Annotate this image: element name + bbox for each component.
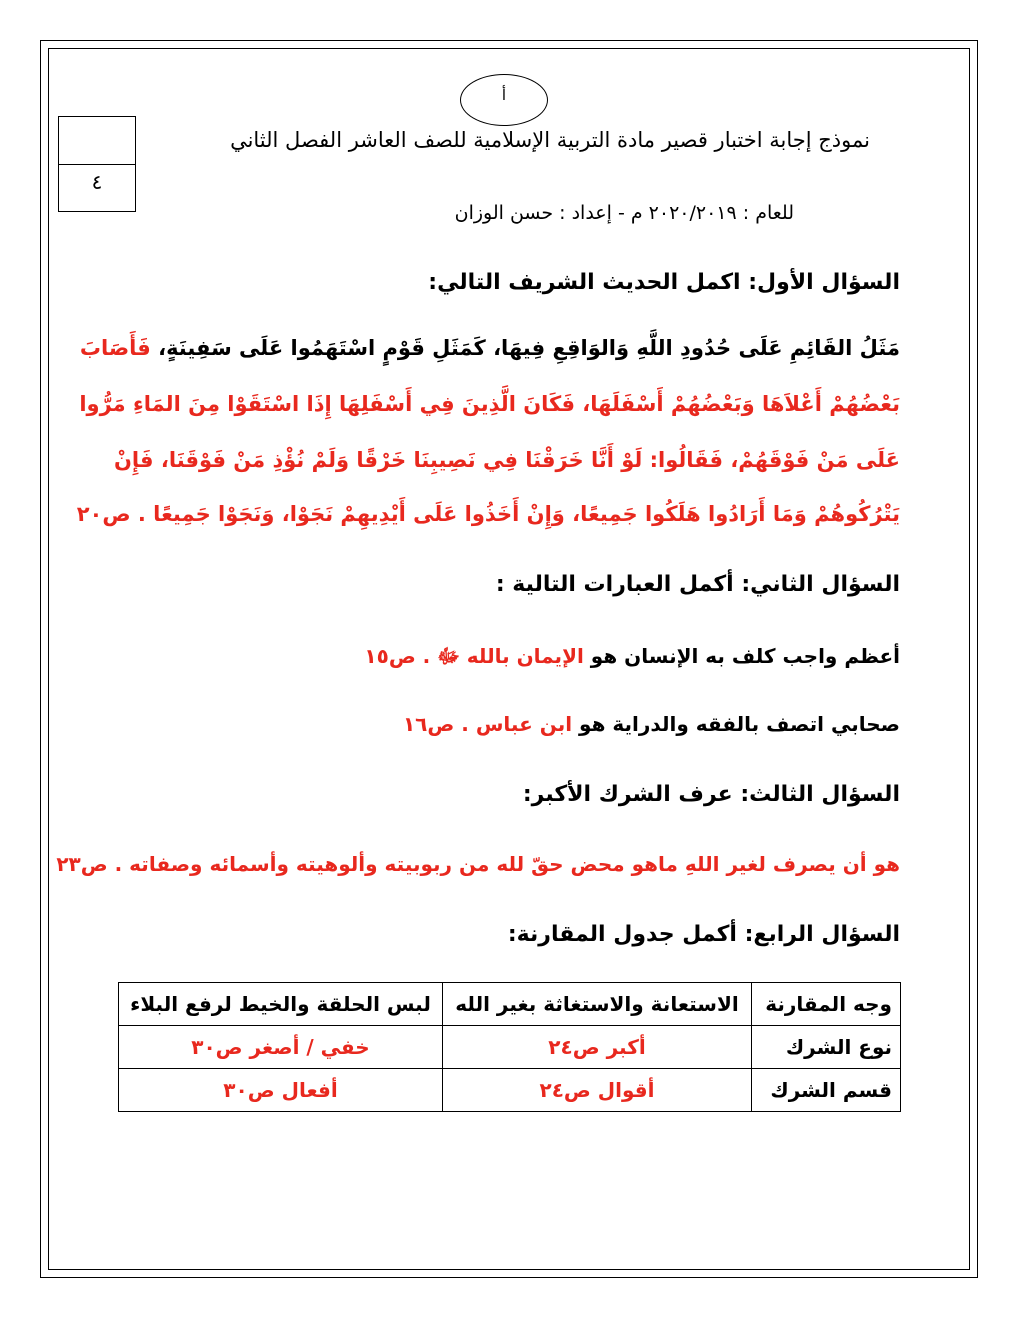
table-answer-cell: أكبر ص٢٤ xyxy=(443,1026,752,1069)
question-3-answer: هو أن يصرف لغير اللهِ ماهو محض حقّ لله من ربوبيته وألوهيته وأسمائه وصفاته . ص٢٣ xyxy=(56,852,900,876)
question-1-heading: السؤال الأول: اكمل الحديث الشريف التالي: xyxy=(428,270,900,295)
table-answer-cell: أقوال ص٢٤ xyxy=(443,1069,752,1112)
page-subtitle: للعام : ٢٠٢٠/٢٠١٩ م - إعداد : حسن الوزان xyxy=(454,202,794,224)
table-row-label: نوع الشرك xyxy=(752,1026,901,1069)
table-header-row xyxy=(119,983,901,1026)
table-row xyxy=(119,1069,901,1112)
table-row-label: قسم الشرك xyxy=(752,1069,901,1112)
table-header-cell: لبس الحلقة والخيط لرفع البلاء xyxy=(119,983,443,1026)
hadith-line-3: عَلَى مَنْ فَوْقَهُمْ، فَقَالُوا: لَوْ أَنَّا خَرَقْنَا فِي نَصِيبِنَا خَرْقًا وَلَمْ نُؤْذِ مَنْ فَوْقَنَا، فَإِنْ xyxy=(113,448,900,472)
question-3-heading: السؤال الثالث: عرف الشرك الأكبر: xyxy=(522,782,900,807)
hadith-line-4: يَتْرُكُوهُمْ وَمَا أَرَادُوا هَلَكُوا جَمِيعًا، وَإِنْ أَخَذُوا عَلَى أَيْدِيهِمْ نَجَوْا، وَنَجَوْا جَمِيعًا . ص٢٠ xyxy=(76,502,900,526)
hadith-line-2: بَعْضُهُمْ أَعْلاَهَا وَبَعْضُهُمْ أَسْفَلَهَا، فَكَانَ الَّذِينَ فِي أَسْفَلِهَا إِذَا اسْتَقَوْا مِنَ المَاءِ مَرُّوا xyxy=(79,392,900,416)
hadith-line-1 xyxy=(80,336,900,360)
version-label: أ xyxy=(501,86,507,104)
table-row xyxy=(119,1026,901,1069)
score-blank-cell xyxy=(59,117,135,165)
comparison-table xyxy=(118,982,901,1112)
statement-1-answer: الإيمان بالله ﷻ . ص١٥ xyxy=(364,644,584,668)
statement-1 xyxy=(364,644,900,673)
hadith-answer-start: فَأَصَابَ xyxy=(79,336,151,360)
table-header-cell: وجه المقارنة xyxy=(752,983,901,1026)
version-oval xyxy=(460,74,548,126)
score-total-cell: ٤ xyxy=(91,170,103,194)
table-answer-cell: أفعال ص٣٠ xyxy=(119,1069,443,1112)
question-4-heading: السؤال الرابع: أكمل جدول المقارنة: xyxy=(507,922,900,947)
statement-2-answer: ابن عباس . ص١٦ xyxy=(402,712,573,736)
statement-2-prefix: صحابي اتصف بالفقه والدراية هو xyxy=(579,712,900,736)
table-answer-cell: خفي / أصغر ص٣٠ xyxy=(119,1026,443,1069)
page-title: نموذج إجابة اختبار قصير مادة التربية الإسلامية للصف العاشر الفصل الثاني xyxy=(230,128,870,152)
statement-1-prefix: أعظم واجب كلف به الإنسان هو xyxy=(590,644,900,668)
table-header-cell: الاستعانة والاستغاثة بغير الله xyxy=(443,983,752,1026)
statement-2 xyxy=(403,712,900,736)
score-box xyxy=(58,116,136,212)
question-2-heading: السؤال الثاني: أكمل العبارات التالية : xyxy=(495,572,900,597)
hadith-given-text: مَثَلُ القَائِمِ عَلَى حُدُودِ اللَّهِ وَالوَاقِعِ فِيهَا، كَمَثَلِ قَوْمٍ اسْتَهَمُوا عَلَى سَفِينَةٍ، xyxy=(158,336,900,360)
